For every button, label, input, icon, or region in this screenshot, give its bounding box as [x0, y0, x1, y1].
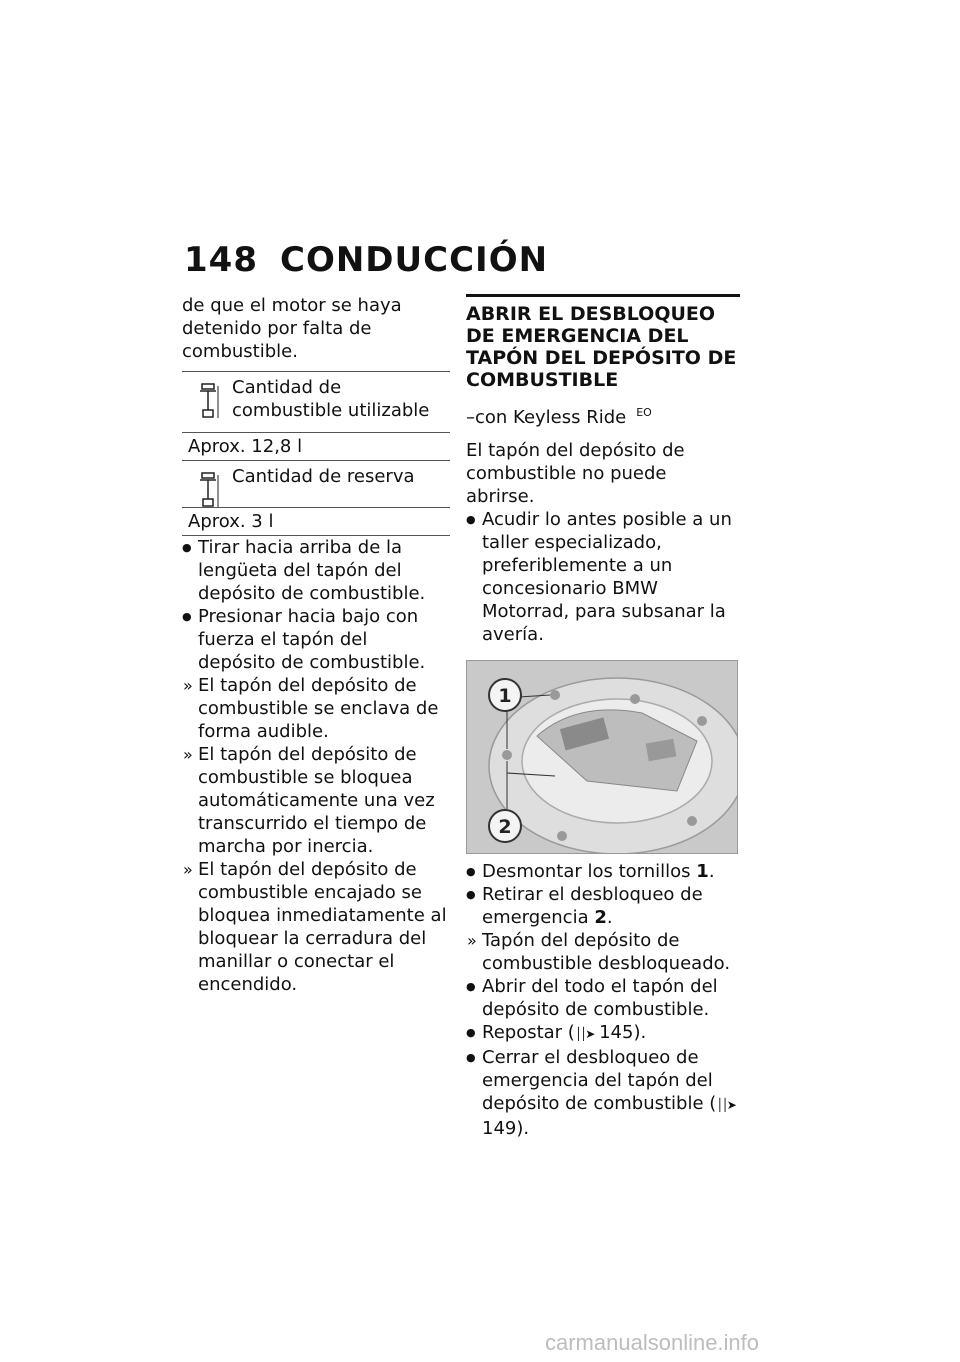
- intro-text: de que el motor se haya detenido por falta de combustible.: [182, 295, 402, 362]
- section-title: CONDUCCIÓN: [280, 240, 549, 280]
- problem-text: El tapón del depósito de combustible no puede abrirse.: [466, 440, 685, 507]
- spec-usable-fuel: [182, 371, 450, 461]
- page-header: [184, 240, 548, 280]
- spec-label: Cantidad de combustible utilizable: [232, 377, 430, 421]
- watermark: carmanualsonline.info: [545, 1330, 760, 1355]
- option-line: –con Keyless Ride $^{EO}$: [466, 406, 652, 428]
- page-number: 148: [184, 240, 258, 280]
- list-item: » El tapón del depósito de combustible encajado se bloquea inmediatamente al bloquear la cerradura del manillar o conectar el encendido.: [182, 858, 450, 996]
- section-heading: ABRIR EL DESBLOQUEO DE EMERGENCIA DEL TAPÓN DEL DEPÓSITO DE COMBUSTIBLE: [466, 294, 740, 391]
- callout-1: 1: [498, 685, 512, 707]
- fuel-pump-icon: [196, 471, 220, 511]
- list-item: » El tapón del depósito de combustible se bloquea automáticamente una vez transcurrido el tiempo de marcha por inercia.: [182, 743, 450, 858]
- list-item: ● Acudir lo antes posible a un taller especializado, preferiblemente a un concesionario BMW Motorrad, para subsanar la avería.: [466, 508, 740, 646]
- page-ref[interactable]: 145: [599, 1022, 634, 1043]
- list-item: » El tapón del depósito de combustible se enclava de forma audible.: [182, 674, 450, 743]
- callout-2: 2: [498, 816, 512, 838]
- spec-value: Aprox. 3 l: [182, 507, 450, 536]
- step-list: [466, 508, 740, 646]
- spec-label: Cantidad de reserva: [232, 466, 415, 487]
- page-ref-arrow-icon: ││➤: [574, 1027, 594, 1041]
- list-item: ● Retirar el desbloqueo de emergencia 2.: [466, 883, 740, 929]
- list-item: ● Repostar (││➤ 145).: [466, 1021, 740, 1046]
- option-code: EO: [636, 406, 652, 419]
- spec-reserve-fuel: [182, 461, 450, 536]
- fuel-cap-figure: [466, 660, 738, 854]
- fuel-cap-illustration: [467, 661, 737, 853]
- list-item: ● Abrir del todo el tapón del depósito de combustible.: [466, 975, 740, 1021]
- list-item: ● Presionar hacia bajo con fuerza el tapón del depósito de combustible.: [182, 605, 450, 674]
- step-list: [466, 860, 740, 1140]
- list-item: ● Tirar hacia arriba de la lengüeta del tapón del depósito de combustible.: [182, 536, 450, 605]
- ref-number: 1: [696, 861, 709, 882]
- spec-value: Aprox. 12,8 l: [182, 432, 450, 461]
- step-list: [182, 536, 450, 996]
- page-ref[interactable]: 149: [482, 1118, 517, 1139]
- fuel-pump-icon: [196, 382, 220, 422]
- ref-number: 2: [594, 907, 607, 928]
- list-item: ● Cerrar el desbloqueo de emergencia del tapón del depósito de combustible (││➤ 149).: [466, 1046, 740, 1140]
- list-item: ● Desmontar los tornillos 1.: [466, 860, 740, 883]
- right-column: [466, 294, 740, 1140]
- list-item: » Tapón del depósito de combustible desbloqueado.: [466, 929, 740, 975]
- page-ref-arrow-icon: ││➤: [716, 1098, 735, 1112]
- left-column: [182, 294, 450, 996]
